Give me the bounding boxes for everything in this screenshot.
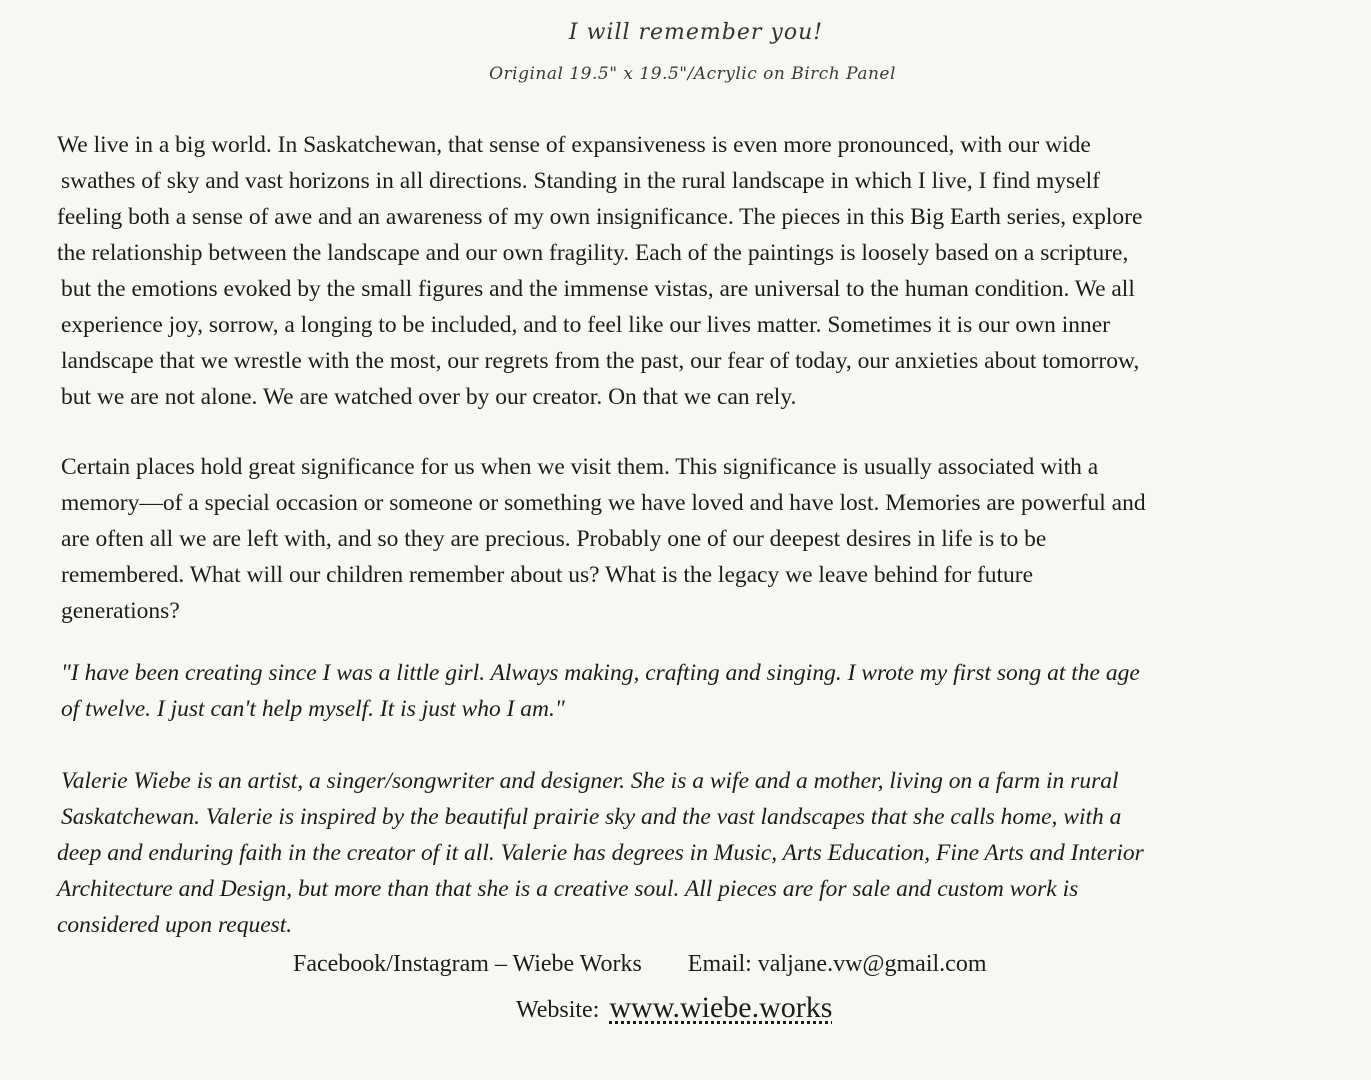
paragraph-line: memory—of a special occasion or someone or something we have loved and have lost. Memories are powerful and bbox=[61, 490, 1146, 516]
artist-quote-line: of twelve. I just can't help myself. It is just who I am." bbox=[61, 696, 565, 722]
bio-line: Saskatchewan. Valerie is inspired by the beautiful prairie sky and the vast landscapes that she calls home, with a bbox=[61, 804, 1122, 830]
artist-quote-line: "I have been creating since I was a little girl. Always making, crafting and singing. I wrote my first song at the age bbox=[61, 660, 1140, 686]
email-address: Email: valjane.vw@gmail.com bbox=[687, 951, 987, 977]
paragraph-line: swathes of sky and vast horizons in all directions. Standing in the rural landscape in which I live, I find myself bbox=[61, 168, 1100, 194]
website-label: Website: bbox=[516, 997, 600, 1023]
bio-line: Architecture and Design, but more than that she is a creative soul. All pieces are for sale and custom work is bbox=[57, 876, 1079, 902]
paragraph-line: feeling both a sense of awe and an awareness of my own insignificance. The pieces in this Big Earth series, explore bbox=[57, 204, 1143, 230]
bio-line: deep and enduring faith in the creator of it all. Valerie has degrees in Music, Arts Education, Fine Arts and Interior bbox=[57, 840, 1144, 866]
paragraph-line: Certain places hold great significance for us when we visit them. This significance is usually associated with a bbox=[61, 454, 1099, 480]
paragraph-line: generations? bbox=[61, 598, 180, 624]
paragraph-line: landscape that we wrestle with the most, our regrets from the past, our fear of today, our anxieties about tomorrow, bbox=[61, 348, 1140, 374]
paragraph-line: the relationship between the landscape and our own fragility. Each of the paintings is loosely based on a scripture, bbox=[57, 240, 1129, 266]
paragraph-line: are often all we are left with, and so they are precious. Probably one of our deepest desires in life is to be bbox=[61, 526, 1047, 552]
paragraph-line: experience joy, sorrow, a longing to be included, and to feel like our lives matter. Sometimes it is our own inner bbox=[61, 312, 1110, 338]
bio-line: considered upon request. bbox=[57, 912, 293, 938]
artwork-title: I will remember you! bbox=[568, 20, 824, 45]
paragraph-line: We live in a big world. In Saskatchewan, that sense of expansiveness is even more pronounced, with our wide bbox=[57, 132, 1091, 158]
paragraph-line: but the emotions evoked by the small figures and the immense vistas, are universal to the human condition. We all bbox=[61, 276, 1135, 302]
social-handle: Facebook/Instagram – Wiebe Works bbox=[293, 951, 642, 977]
paragraph-line: remembered. What will our children remember about us? What is the legacy we leave behind for future bbox=[61, 562, 1034, 588]
website-link: www.wiebe.works bbox=[609, 991, 833, 1024]
website-info bbox=[516, 991, 832, 1025]
artwork-medium: Original 19.5" x 19.5"/Acrylic on Birch Panel bbox=[489, 64, 896, 84]
contact-info bbox=[293, 951, 986, 978]
paragraph-line: but we are not alone. We are watched over by our creator. On that we can rely. bbox=[61, 384, 797, 410]
bio-line: Valerie Wiebe is an artist, a singer/songwriter and designer. She is a wife and a mother, living on a farm in rural bbox=[61, 768, 1119, 794]
